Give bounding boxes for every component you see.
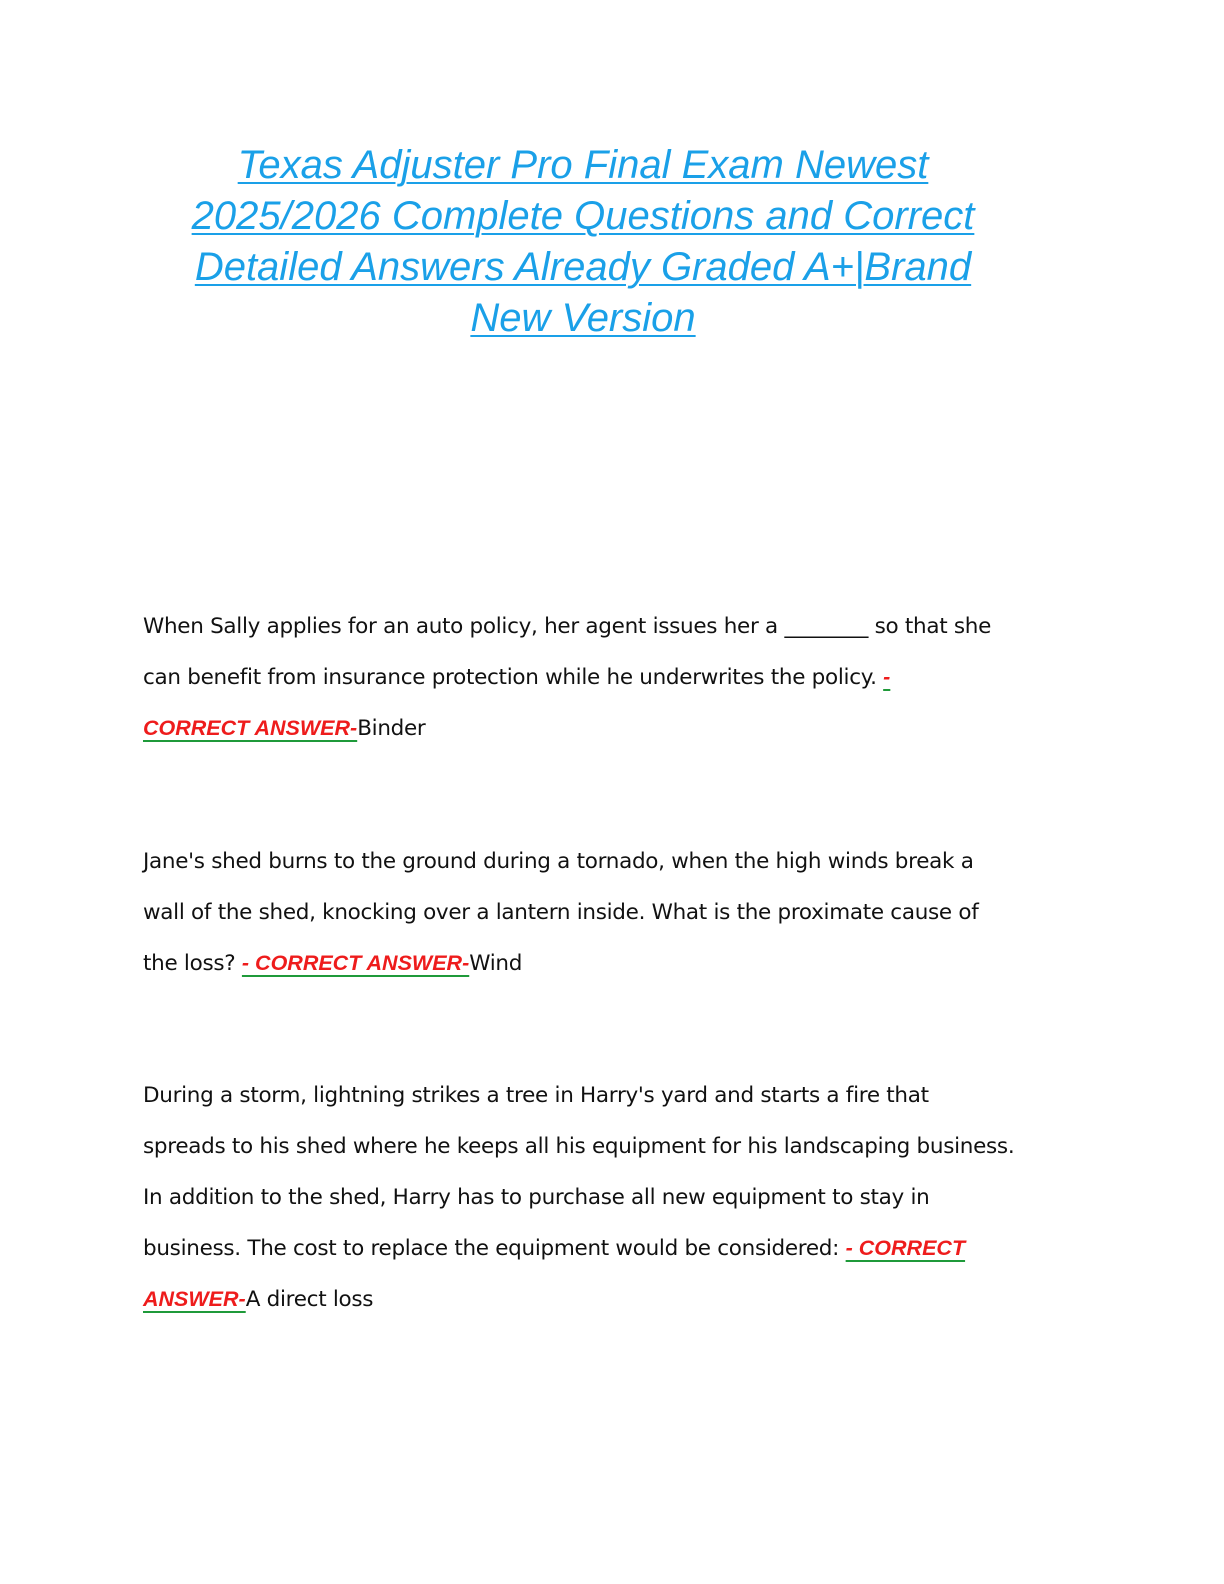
correct-answer-marker: -	[883, 665, 891, 689]
answer-text: A direct loss	[245, 1287, 374, 1312]
title-line: 2025/2026 Complete Questions and Correct	[191, 194, 975, 238]
question-line: wall of the shed, knocking over a lantern inside. What is the proximate cause of	[143, 900, 979, 925]
question-block-2	[143, 836, 1083, 989]
question-block-3	[143, 1070, 1083, 1325]
question-line: In addition to the shed, Harry has to purchase all new equipment to stay in	[143, 1185, 930, 1210]
question-block-1	[143, 601, 1083, 754]
question-line: can benefit from insurance protection while he underwrites the policy. -	[143, 665, 891, 690]
question-line	[143, 703, 1083, 754]
question-line: spreads to his shed where he keeps all his equipment for his landscaping business.	[143, 1134, 1015, 1159]
document-title	[150, 140, 1016, 344]
question-line: the loss? - CORRECT ANSWER-Wind	[143, 951, 523, 976]
question-line: Jane's shed burns to the ground during a tornado, when the high winds break a	[143, 849, 974, 874]
question-line: When Sally applies for an auto policy, her agent issues her a ________ so that she	[143, 614, 992, 639]
question-line	[143, 1274, 1083, 1325]
correct-answer-marker: - CORRECT ANSWER-	[241, 951, 470, 975]
correct-answer-marker: CORRECT ANSWER-	[143, 716, 358, 740]
question-line: During a storm, lightning strikes a tree in Harry's yard and starts a fire that	[143, 1083, 929, 1108]
answer-text: Binder	[357, 716, 426, 741]
answer-text: Wind	[469, 951, 523, 976]
title-line: Texas Adjuster Pro Final Exam Newest	[237, 143, 929, 187]
correct-answer-marker: ANSWER-	[143, 1287, 246, 1311]
title-line: New Version	[470, 296, 696, 340]
correct-answer-marker: - CORRECT	[845, 1236, 966, 1260]
question-line: business. The cost to replace the equipment would be considered: - CORRECT	[143, 1236, 966, 1261]
title-line: Detailed Answers Already Graded A+|Brand	[194, 245, 972, 289]
